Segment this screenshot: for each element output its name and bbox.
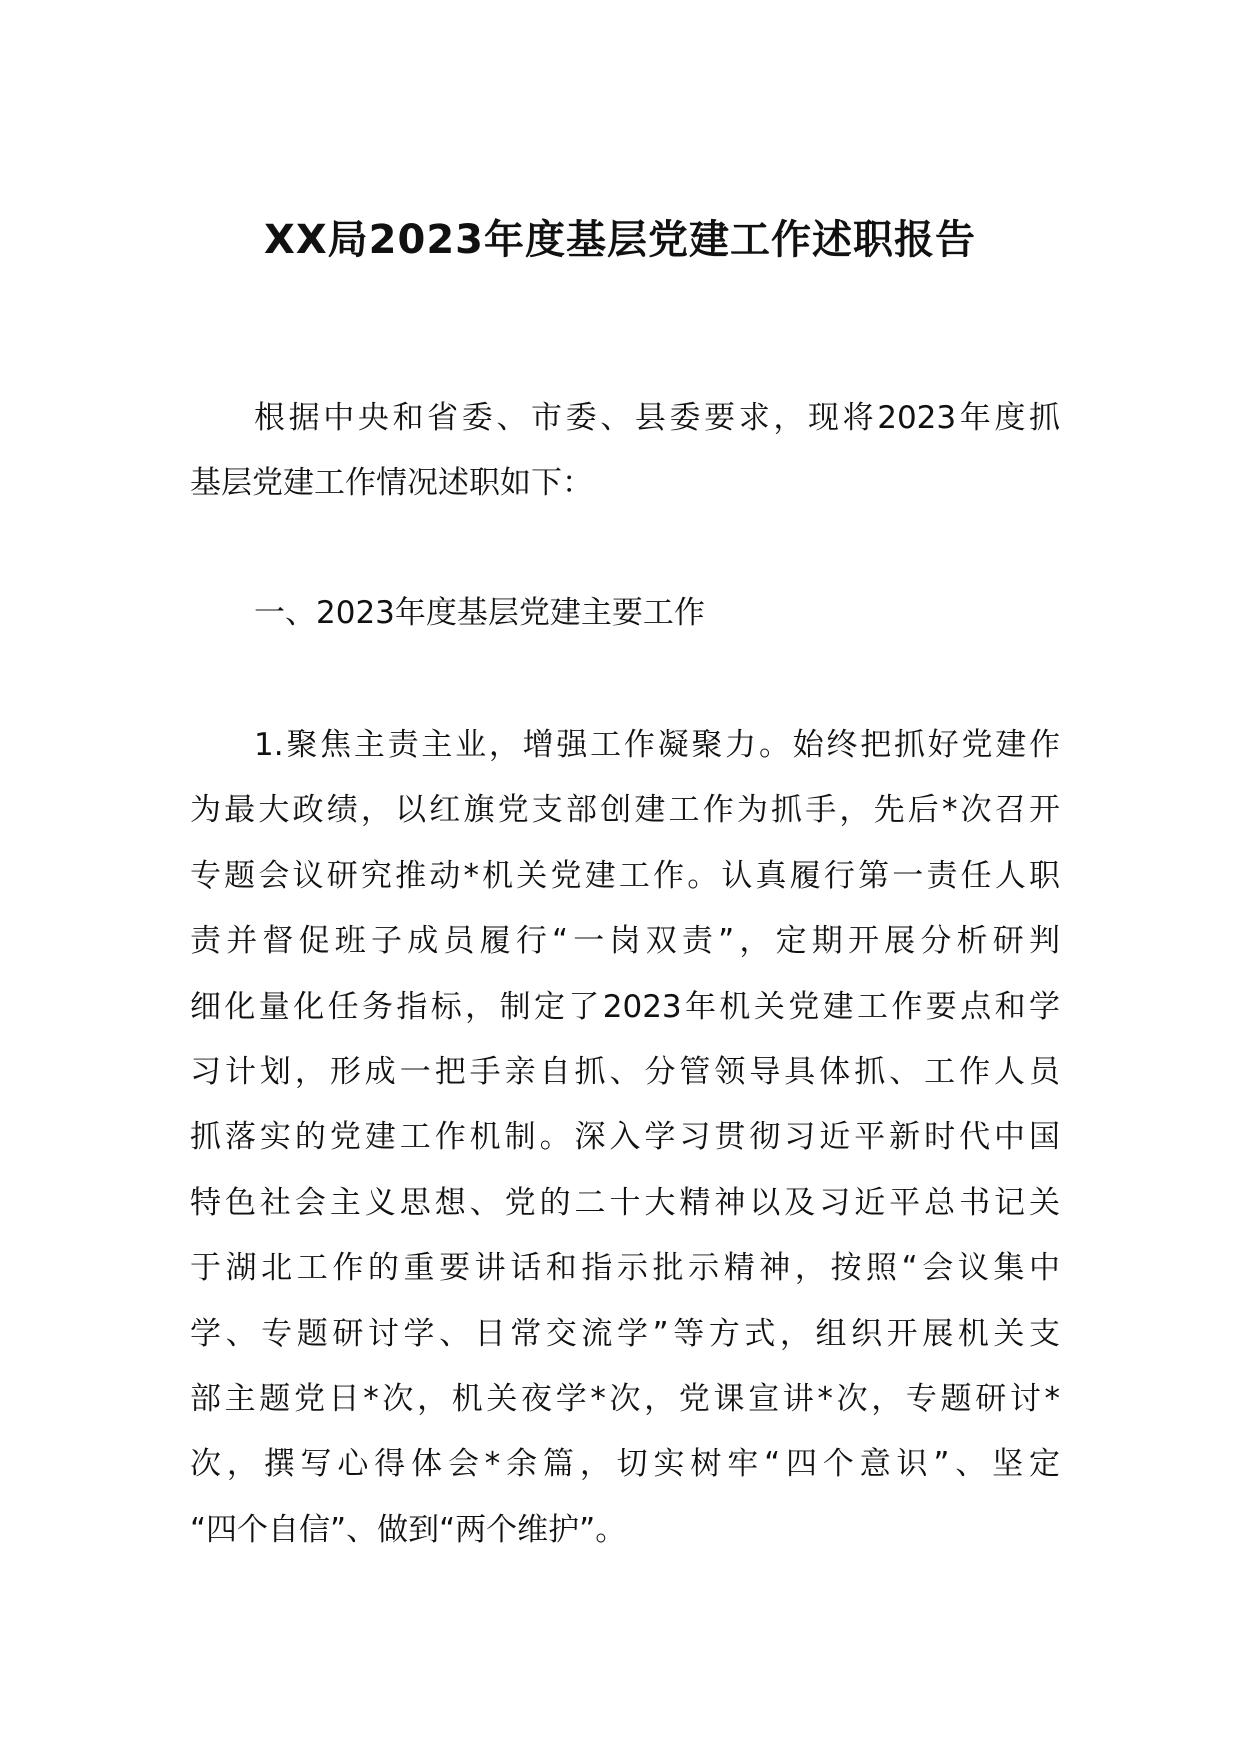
- text-line: 习计划，形成一把手亲自抓、分管领导具体抓、工作人员: [190, 1053, 1060, 1090]
- text-line: 于湖北工作的重要讲话和指示批示精神，按照“会议集中: [190, 1250, 1060, 1287]
- section-heading-block: [190, 581, 1060, 646]
- text-line: 次，撰写心得体会*余篇，切实树牢“四个意识”、坚定: [190, 1446, 1060, 1483]
- text-line: 专题会议研究推动*机关党建工作。认真履行第一责任人职: [190, 857, 1060, 894]
- document-title: XX局2023年度基层党建工作述职报告: [263, 217, 976, 263]
- intro-paragraph: [190, 386, 1060, 517]
- text-line: 抓落实的党建工作机制。深入学习贯彻习近平新时代中国: [190, 1119, 1060, 1156]
- body-paragraph-1: [190, 713, 1060, 1563]
- text-line: 1.聚焦主责主业，增强工作凝聚力。始终把抓好党建作: [254, 727, 1060, 763]
- text-line: 特色社会主义思想、党的二十大精神以及习近平总书记关: [190, 1184, 1060, 1221]
- text-line: 部主题党日*次，机关夜学*次，党课宣讲*次，专题研讨*: [190, 1380, 1060, 1417]
- text-line: 责并督促班子成员履行“一岗双责”，定期开展分析研判: [190, 923, 1060, 960]
- text-line: 根据中央和省委、市委、县委要求，现将2023年度抓: [254, 400, 1060, 436]
- text-line: 为最大政绩，以红旗党支部创建工作为抓手，先后*次召开: [190, 792, 1060, 829]
- text-line: “四个自信”、做到“两个维护”。: [190, 1511, 627, 1548]
- text-line: 基层党建工作情况述职如下：: [190, 465, 593, 502]
- text-line: 细化量化任务指标，制定了2023年机关党建工作要点和学: [190, 988, 1060, 1025]
- text-line: 学、专题研讨学、日常交流学”等方式，组织开展机关支: [190, 1315, 1060, 1352]
- section-heading: 一、2023年度基层党建主要工作: [254, 595, 705, 631]
